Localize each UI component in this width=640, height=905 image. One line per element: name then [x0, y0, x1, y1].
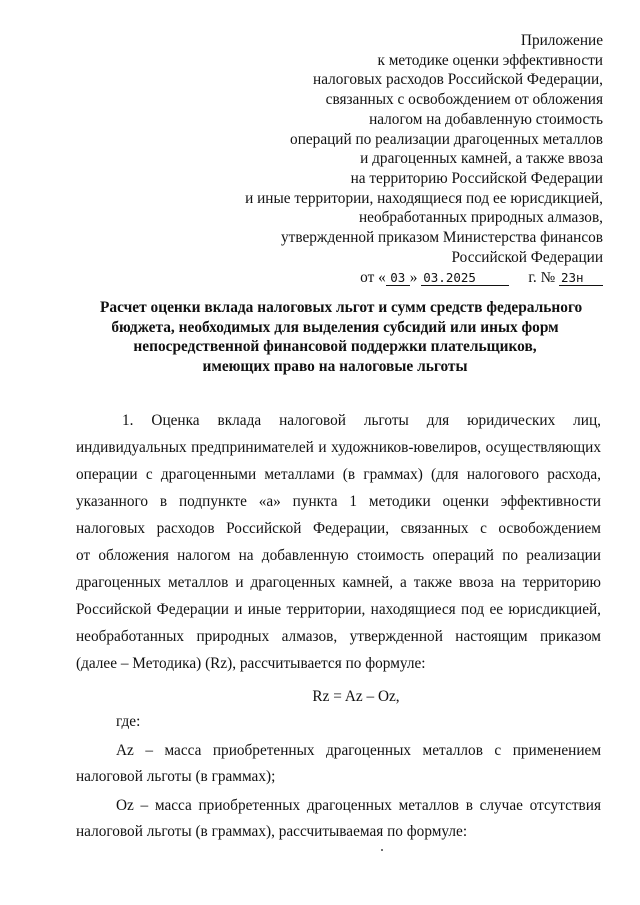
- paragraph-1: [76, 407, 601, 677]
- order-number-stamp: 23н: [559, 270, 603, 286]
- document-title: [100, 298, 583, 376]
- paragraph-line: указанного в подпункте «а» пункта 1 методики оценки эффективности: [76, 493, 601, 510]
- appendix-line: налоговых расходов Российской Федерации,: [313, 71, 603, 89]
- formula-rz: Rz = Az – Oz,: [312, 688, 400, 705]
- paragraph-line: (далее – Методика) (Rz), рассчитывается по формуле:: [76, 655, 426, 672]
- appendix-line: налогом на добавленную стоимость: [369, 110, 603, 128]
- appendix-line: связанных с освобождением от обложения: [325, 91, 603, 109]
- paragraph-line: индивидуальных предпринимателей и художников-ювелиров, осуществляющих: [76, 439, 601, 456]
- title-line: Расчет оценки вклада налоговых льгот и сумм средств федерального: [100, 299, 583, 316]
- paragraph-line: Российской Федерации и иные территории, находящиеся под ее юрисдикцией,: [76, 601, 601, 618]
- date-value-stamp: 03.2025: [421, 270, 509, 286]
- title-line: бюджета, необходимых для выделения субсидий или иных форм: [111, 318, 559, 336]
- order-date-line: [200, 268, 603, 288]
- title-line: непосредственной финансовой поддержки плательщиков,: [133, 338, 537, 355]
- appendix-line: Приложение: [520, 32, 603, 49]
- date-day-stamp: 03: [386, 270, 410, 286]
- appendix-block: [200, 31, 603, 288]
- scan-speck: [381, 849, 383, 851]
- appendix-line: и иные территории, находящиеся под ее юрисдикцией,: [245, 189, 603, 207]
- definition-az: [76, 738, 601, 790]
- appendix-line: и драгоценных камней, а также ввоза: [360, 150, 603, 168]
- definition-line: налоговой льготы (в граммах), рассчитываемая по формуле:: [76, 823, 468, 840]
- appendix-line: на территорию Российской Федерации: [350, 169, 603, 187]
- paragraph-line: 1. Оценка вклада налоговой льготы для юридических лиц,: [122, 412, 601, 429]
- definition-line: Az – масса приобретенных драгоценных металлов с применением: [116, 742, 601, 759]
- date-mid: »: [409, 269, 418, 287]
- paragraph-line: необработанных природных алмазов, утвержденной настоящим приказом: [76, 628, 601, 645]
- appendix-line: Российской Федерации: [451, 248, 603, 266]
- appendix-line: к методике оценки эффективности: [377, 51, 603, 69]
- appendix-line: необработанных природных алмазов,: [358, 209, 603, 227]
- title-line: имеющих право на налоговые льготы: [202, 357, 468, 375]
- definition-line: налоговой льготы (в граммах);: [76, 768, 276, 785]
- number-prefix: г. №: [528, 269, 556, 287]
- paragraph-line: драгоценных металлов и драгоценных камней, а также ввоза на территорию: [76, 574, 601, 591]
- paragraph-line: операции с драгоценными металлами (в граммах) (для налогового расхода,: [76, 466, 601, 483]
- where-label: где:: [116, 713, 141, 730]
- date-prefix: от «: [360, 269, 386, 287]
- appendix-line: утвержденной приказом Министерства финансов: [280, 229, 603, 247]
- paragraph-line: от обложения налогом на добавленную стоимость операций по реализации: [76, 547, 601, 564]
- paragraph-line: налоговых расходов Российской Федерации, связанных с освобождением: [76, 520, 601, 537]
- definition-line: Oz – масса приобретенных драгоценных металлов в случае отсутствия: [116, 797, 601, 814]
- definition-oz: [76, 793, 601, 845]
- appendix-line: операций по реализации драгоценных металлов: [290, 130, 603, 148]
